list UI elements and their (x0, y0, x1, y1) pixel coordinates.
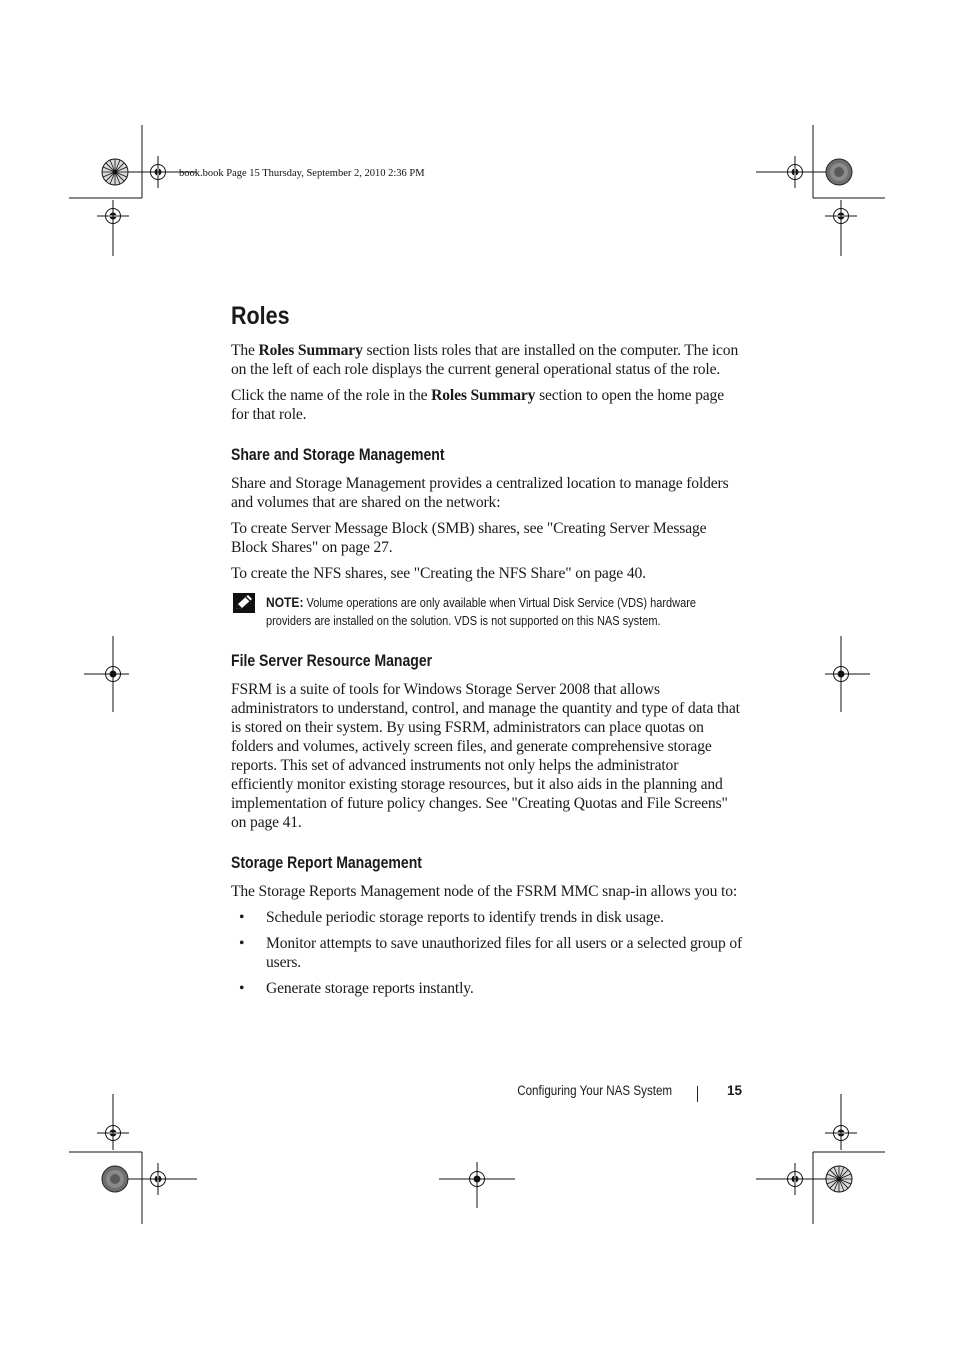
storage-report-heading: Storage Report Management (231, 854, 422, 872)
bullet-icon: • (239, 935, 245, 952)
page-number: 15 (726, 1083, 742, 1098)
roles-click-paragraph: Click the name of the role in the Roles Summary section to open the home page for that role. (231, 387, 724, 423)
pencil-note-icon (233, 593, 255, 613)
list-item: • Monitor attempts to save unauthorized files for all users or a selected group of users. (239, 935, 743, 971)
smb-shares-paragraph: To create Server Message Block (SMB) shares, see "Creating Server Message Block Shares" on page 27. (231, 520, 707, 556)
fsrm-heading: File Server Resource Manager (231, 652, 433, 670)
storage-report-bullet-list (231, 908, 743, 998)
roles-intro-paragraph: The Roles Summary section lists roles that are installed on the computer. The icon on the left of each role displays the current general operational status of the role. (231, 342, 739, 378)
page-content (231, 302, 743, 1005)
page-title: Roles (231, 302, 290, 330)
list-item: • Generate storage reports instantly. (239, 980, 474, 997)
storage-report-paragraph: The Storage Reports Management node of the FSRM MMC snap-in allows you to: (231, 883, 738, 900)
note-box (231, 593, 743, 630)
print-slug: book.book Page 15 Thursday, September 2, 2010 2:36 PM (179, 168, 425, 179)
bullet-icon: • (239, 980, 245, 997)
footer-section-title: Configuring Your NAS System (517, 1083, 672, 1098)
share-storage-heading: Share and Storage Management (231, 446, 445, 464)
note-label: NOTE: (266, 594, 304, 610)
roles-summary-term: Roles Summary (431, 387, 536, 404)
footer-divider (697, 1086, 698, 1102)
share-storage-paragraph: Share and Storage Management provides a centralized location to manage folders and volumes that are shared on the network: (231, 475, 729, 511)
page-footer (0, 1083, 954, 1105)
fsrm-paragraph: FSRM is a suite of tools for Windows Storage Server 2008 that allows administrators to understand, control, and manage the quantity and type of data that is stored on their system. By using FSRM, administrators can place quotas on folders and volumes, actively screen files, and generate comprehensive storage reports. This set of advanced instruments not only helps the administrator efficiently monitor existing storage resources, but it also aids in the planning and implementation of future policy changes. See "Creating Quotas and File Screens" on page 41. (231, 681, 740, 831)
nfs-share-paragraph: To create the NFS shares, see "Creating the NFS Share" on page 40. (231, 565, 646, 582)
bullet-icon: • (239, 909, 245, 926)
roles-summary-term: Roles Summary (258, 342, 363, 359)
note-text: NOTE: Volume operations are only available when Virtual Disk Service (VDS) hardware providers are installed on the solution. VDS is not supported on this NAS system. (266, 594, 696, 628)
list-item: • Schedule periodic storage reports to identify trends in disk usage. (239, 909, 664, 926)
